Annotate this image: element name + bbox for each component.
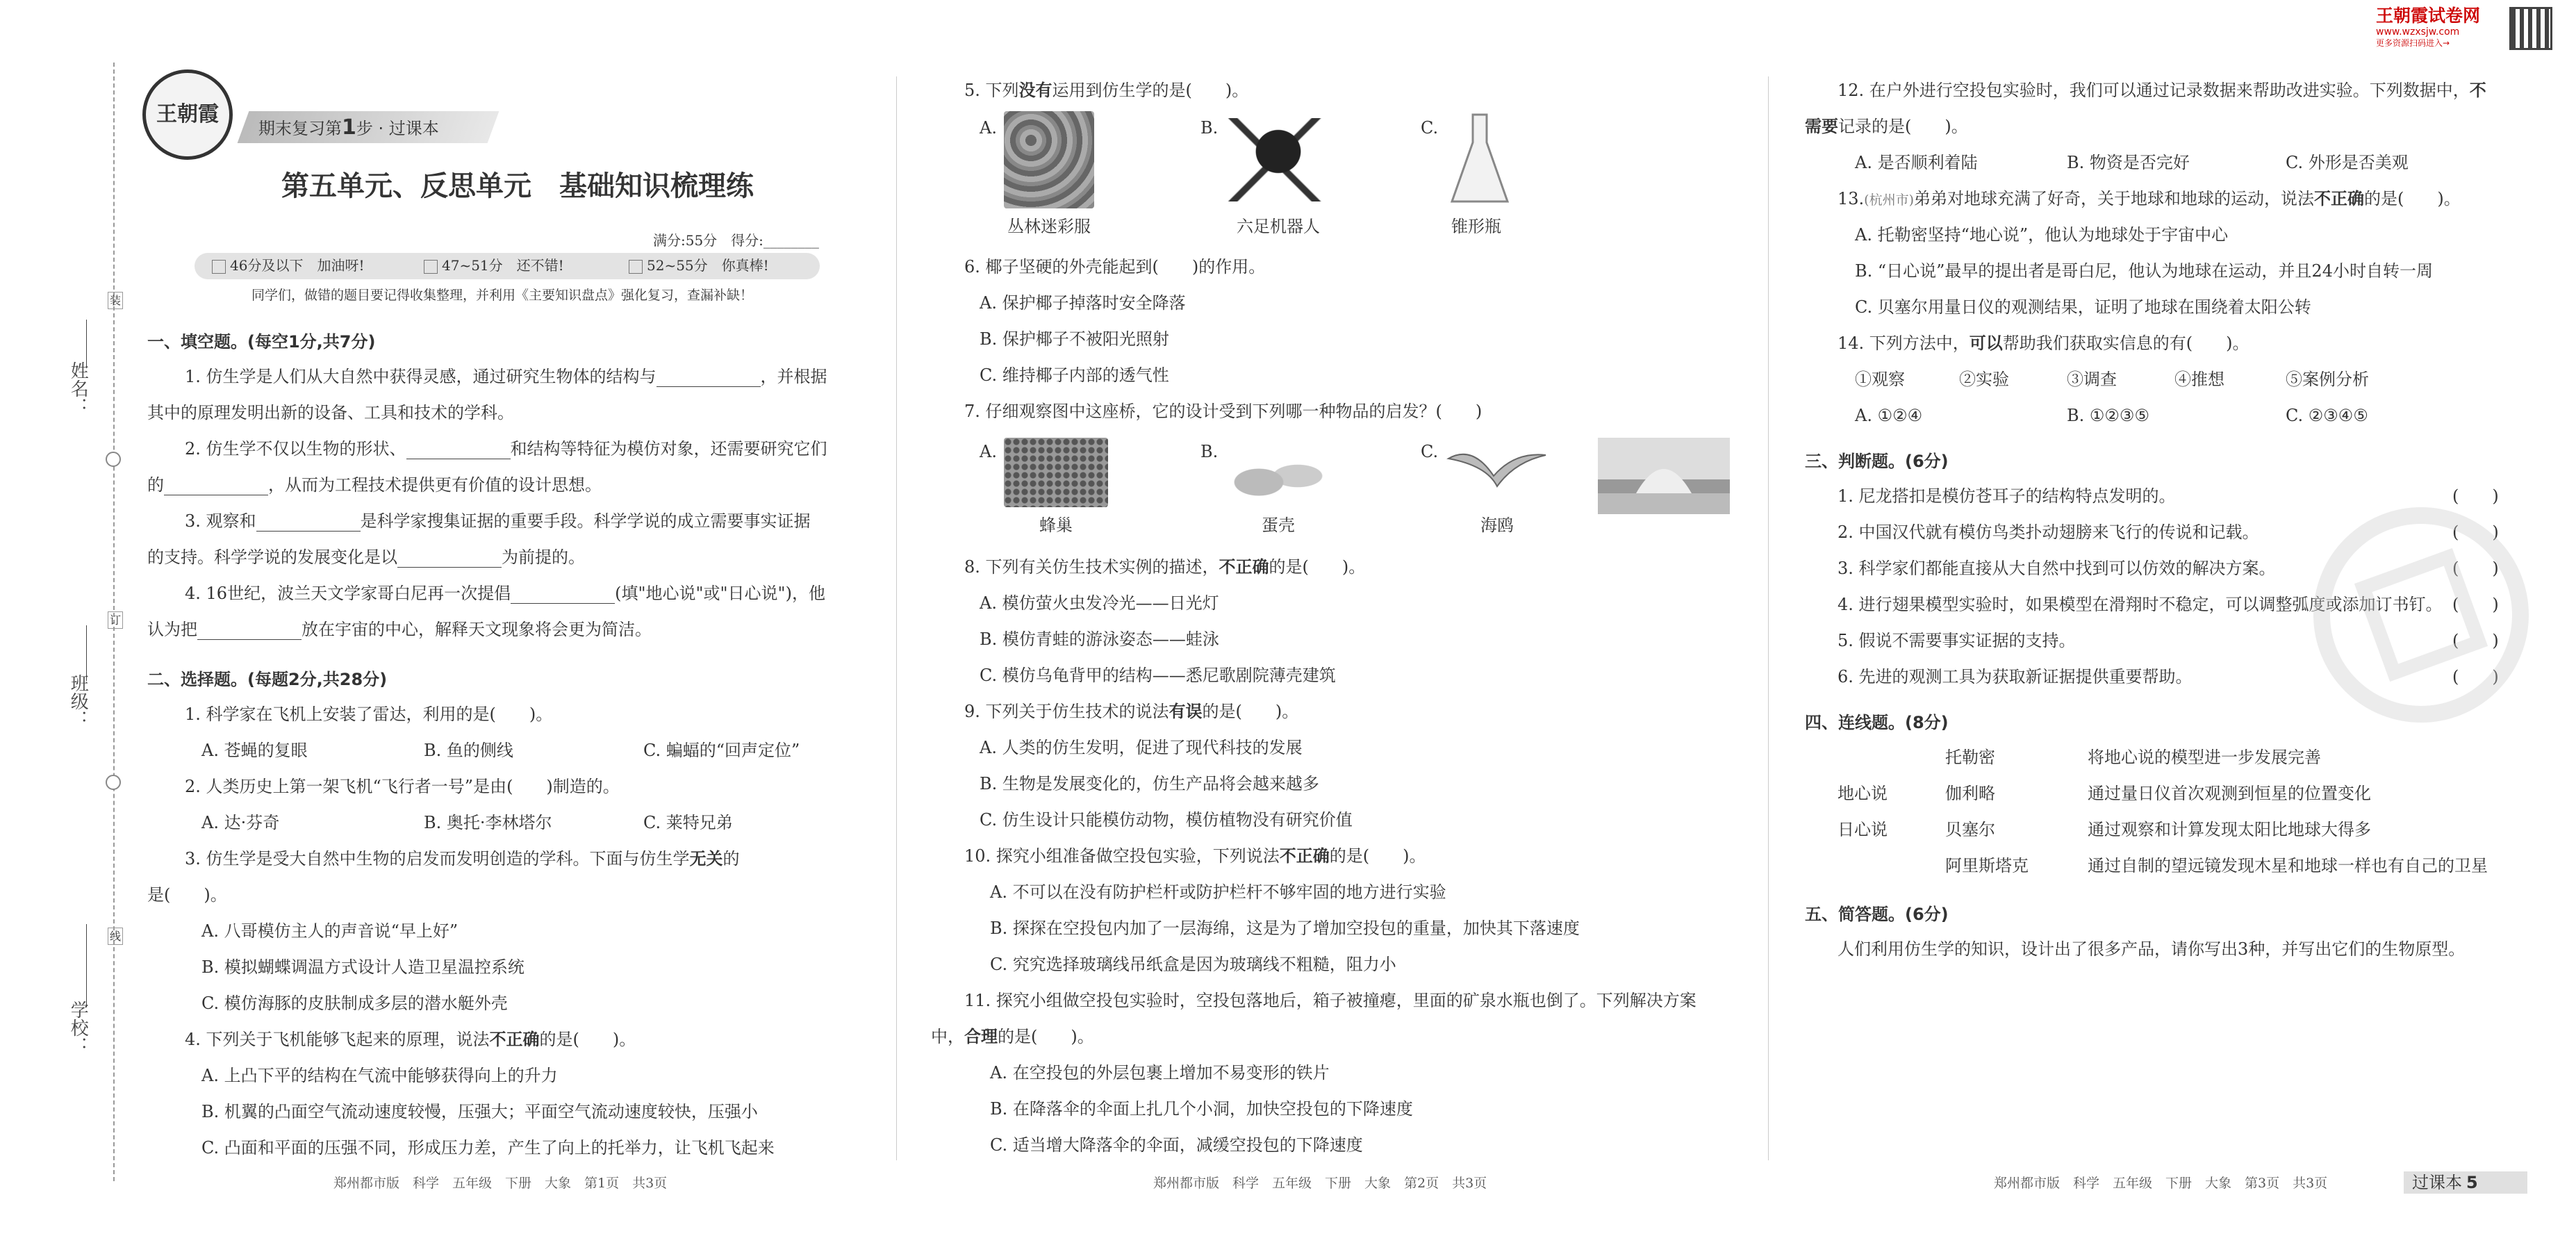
fill-q1-cont: 其中的原理发明出新的设备、工具和技术的学科。: [147, 403, 514, 422]
punch-hole: [106, 775, 121, 790]
connect-left-2: 日心说: [1838, 820, 1888, 839]
connect-mid-4: 阿里斯塔克: [1945, 856, 2029, 875]
choice-q4-option-a: A. 上凸下平的结构在气流中能够获得向上的升力: [201, 1066, 558, 1085]
connect-left-1: 地心说: [1838, 784, 1888, 803]
connect-mid-2: 伽利略: [1945, 784, 1995, 803]
judge-answer-paren[interactable]: ( ): [2452, 595, 2499, 614]
choice-q1-option-c: C. 蝙蝠的“回声定位”: [643, 741, 800, 760]
short-answer-question: 人们利用仿生学的知识，设计出了很多产品，请你写出3种，并写出它们的生物原型。: [1838, 939, 2466, 959]
page-number: 5: [2466, 1172, 2478, 1192]
score-tier-3: 52~55分 你真棒!: [629, 257, 769, 274]
q13-option-b: B. “日心说”最早的提出者是哥白尼，他认为地球在运动，并且24小时自转一周: [1855, 261, 2433, 281]
q13-option-c: C. 贝塞尔用量日仪的观测结果，证明了地球在围绕着太阳公转: [1855, 297, 2311, 317]
class-line: [86, 625, 87, 681]
choice-q7: 7. 仔细观察图中这座桥，它的设计受到下列哪一种物品的启发？( ): [964, 402, 1483, 421]
choice-q6: 6. 椰子坚硬的外壳能起到( )的作用。: [964, 257, 1266, 277]
judge-q2: 2. 中国汉代就有模仿鸟类扑动翅膀来飞行的传说和记载。: [1838, 522, 2259, 542]
q7-caption-c: 海鸥: [1480, 516, 1514, 535]
q7-option-b-label: B.: [1200, 442, 1219, 461]
q6-option-a: A. 保护椰子掉落时安全降落: [980, 293, 1186, 313]
seal-char-1: 装: [108, 292, 123, 309]
connect-right-1: 将地心说的模型进一步发展完善: [2088, 748, 2321, 767]
conical-flask-image: [1448, 111, 1511, 208]
q7-caption-a: 蜂巢: [1039, 516, 1073, 535]
choice-q4: 4. 下列关于飞机能够飞起来的原理，说法不正确的是( )。: [185, 1029, 636, 1049]
checkbox[interactable]: [629, 260, 643, 274]
qr-code-icon[interactable]: [2509, 7, 2552, 50]
q10-option-c: C. 究究选择玻璃线吊纸盒是因为玻璃线不粗糙，阻力小: [990, 955, 1396, 974]
short-answer-area[interactable]: [1805, 973, 2527, 1153]
footer-page-1: 郑州都市版 科学 五年级 下册 大象 第1页 共3页: [333, 1176, 668, 1191]
judge-q3: 3. 科学家们都能直接从大自然中找到可以仿效的解决方案。: [1838, 559, 2276, 578]
q5-caption-b: 六足机器人: [1237, 217, 1320, 236]
page-tag: [2404, 1171, 2527, 1194]
seal-char-3: 线: [108, 928, 123, 945]
choice-q2-option-a: A. 达·芬奇: [201, 813, 280, 832]
section-choice-heading: 二、选择题。(每题2分,共28分): [147, 670, 388, 689]
q5-option-a-label: A.: [980, 118, 997, 138]
logo-badge: [142, 69, 233, 160]
judge-answer-paren[interactable]: ( ): [2452, 559, 2499, 578]
judge-q6: 6. 先进的观测工具为获取新证据提供重要帮助。: [1838, 667, 2193, 686]
choice-q12-cont: 需要记录的是( )。: [1805, 116, 1968, 136]
fill-q3-cont: 的支持。科学学说的发展变化是以 为前提的。: [147, 548, 585, 567]
choice-q8: 8. 下列有关仿生技术实例的描述，不正确的是( )。: [964, 557, 1366, 577]
q10-option-b: B. 探探在空投包内加了一层海绵，这是为了增加空投包的重量，加快其下落速度: [990, 919, 1580, 938]
school-label: 学校：: [67, 1001, 89, 1055]
connect-mid-3: 贝塞尔: [1945, 820, 1995, 839]
q14-option-a: A. ①②④: [1855, 406, 1923, 425]
judge-answer-paren[interactable]: ( ): [2452, 522, 2499, 542]
section-fill-heading: 一、填空题。(每空1分,共7分): [147, 332, 376, 352]
q7-caption-b: 蛋壳: [1262, 516, 1295, 535]
q12-option-c: C. 外形是否美观: [2286, 153, 2409, 172]
score-tier-1: 46分及以下 加油呀!: [212, 257, 365, 274]
connect-right-3: 通过观察和计算发现太阳比地球大得多: [2088, 820, 2371, 839]
punch-hole: [106, 452, 121, 467]
judge-q5: 5. 假说不需要事实证据的支持。: [1838, 631, 2076, 650]
judge-answer-paren[interactable]: ( ): [2452, 486, 2499, 506]
section-short-heading: 五、简答题。(6分): [1805, 905, 1949, 924]
q12-option-a: A. 是否顺利着陆: [1855, 153, 1978, 172]
q9-option-c: C. 仿生设计只能模仿动物，模仿植物没有研究价值: [980, 810, 1353, 830]
judge-q4: 4. 进行翅果模型实验时，如果模型在滑翔时不稳定，可以调整弧度或添加订书钉。: [1838, 595, 2443, 614]
q8-option-c: C. 模仿乌龟背甲的结构——悉尼歌剧院薄壳建筑: [980, 666, 1336, 685]
choice-q2: 2. 人类历史上第一架飞机“飞行者一号”是由( )制造的。: [185, 777, 620, 796]
choice-q13: 13.(杭州市)弟弟对地球充满了好奇，关于地球和地球的运动，说法不正确的是( )。: [1838, 188, 2461, 208]
fill-q1: 1. 仿生学是人们从大自然中获得灵感，通过研究生物体的结构与 ，并根据: [185, 367, 827, 386]
q11-option-c: C. 适当增大降落伞的伞面，减缓空投包的下降速度: [990, 1135, 1363, 1155]
choice-q5: 5. 下列没有运用到仿生学的是( )。: [964, 80, 1249, 100]
fill-q2: 2. 仿生学不仅以生物的形状、 和结构等特征为模仿对象，还需要研究它们: [185, 439, 827, 459]
choice-q3-option-c: C. 模仿海豚的皮肤制成多层的潜水艇外壳: [201, 994, 508, 1013]
q5-option-b-label: B.: [1200, 118, 1219, 138]
q7-option-c-label: C.: [1421, 442, 1439, 461]
fill-q2-cont: 的 ，从而为工程技术提供更有价值的设计思想。: [147, 475, 602, 495]
name-line: [86, 320, 87, 368]
q13-option-a: A. 托勒密坚持“地心说”，他认为地球处于宇宙中心: [1855, 225, 2229, 245]
q14-item-1: ①观察: [1855, 370, 1905, 389]
choice-q3: 3. 仿生学是受大自然中生物的启发而发明创造的学科。下面与仿生学无关的: [185, 848, 740, 869]
choice-q4-option-b: B. 机翼的凸面空气流动速度较慢，压强大；平面空气流动速度较快，压强小: [201, 1102, 758, 1121]
q6-option-c: C. 维持椰子内部的透气性: [980, 365, 1169, 385]
watermark-seal: [2313, 507, 2529, 723]
judge-answer-paren[interactable]: ( ): [2452, 631, 2499, 650]
q14-item-2: ②实验: [1959, 370, 2009, 389]
footer-page-2: 郑州都市版 科学 五年级 下册 大象 第2页 共3页: [1153, 1176, 1487, 1191]
q14-option-b: B. ①②③⑤: [2067, 406, 2149, 425]
seagull-image: [1445, 438, 1549, 507]
q11-option-a: A. 在空投包的外层包裹上增加不易变形的铁片: [990, 1063, 1330, 1083]
checkbox[interactable]: [424, 260, 438, 274]
footer-page-3: 郑州都市版 科学 五年级 下册 大象 第3页 共3页: [1994, 1176, 2328, 1191]
choice-q10: 10. 探究小组准备做空投包实验，下列说法不正确的是( )。: [964, 846, 1426, 866]
choice-q3-option-a: A. 八哥模仿主人的声音说“早上好”: [201, 921, 459, 941]
q7-option-a-label: A.: [980, 442, 997, 461]
choice-q3-option-b: B. 模拟蝴蝶调温方式设计人造卫星温控系统: [201, 957, 525, 977]
choice-q12: 12. 在户外进行空投包实验时，我们可以通过记录数据来帮助改进实验。下列数据中，不: [1838, 80, 2486, 100]
q8-option-b: B. 模仿青蛙的游泳姿态——蛙泳: [980, 629, 1219, 649]
choice-q14: 14. 下列方法中，可以帮助我们获取实信息的有( )。: [1838, 333, 2249, 353]
q8-option-a: A. 模仿萤火虫发冷光——日光灯: [980, 593, 1219, 613]
q9-option-b: B. 生物是发展变化的，仿生产品将会越来越多: [980, 774, 1319, 793]
logo-text: 王朝霞: [156, 102, 219, 126]
connect-mid-1: 托勒密: [1945, 748, 1995, 767]
q14-item-3: ③调查: [2067, 370, 2117, 389]
score-tier-2: 47~51分 还不错!: [424, 257, 564, 274]
choice-q1: 1. 科学家在飞机上安装了雷达，利用的是( )。: [185, 705, 553, 724]
hexapod-robot-image: [1226, 118, 1330, 201]
choice-q11-cont: 中，合理的是( )。: [931, 1026, 1094, 1046]
checkbox[interactable]: [212, 260, 226, 274]
column-divider: [896, 76, 897, 1160]
choice-q2-option-b: B. 奥托·李林塔尔: [424, 813, 552, 832]
camouflage-clothes-image: [1004, 111, 1094, 208]
judge-q1: 1. 尼龙搭扣是模仿苍耳子的结构特点发明的。: [1838, 486, 2176, 506]
q5-caption-a: 丛林迷彩服: [1007, 217, 1091, 236]
step-banner-text: 期末复习第1步 · 过课本: [258, 115, 439, 140]
connect-right-2: 通过量日仪首次观测到恒星的位置变化: [2088, 784, 2371, 803]
section-judge-heading: 三、判断题。(6分): [1805, 452, 1949, 471]
choice-q1-option-a: A. 苍蝇的复眼: [201, 741, 308, 760]
brand-url: www.wzxsjw.com: [2376, 26, 2460, 38]
q14-option-c: C. ②③④⑤: [2286, 406, 2368, 425]
name-label: 姓名：: [67, 361, 89, 415]
q6-option-b: B. 保护椰子不被阳光照射: [980, 329, 1169, 349]
q14-item-4: ④推想: [2174, 370, 2224, 389]
choice-q4-option-c: C. 凸面和平面的压强不同，形成压力差，产生了向上的托举力，让飞机飞起来: [201, 1138, 775, 1158]
arch-bridge-image: [1598, 438, 1730, 514]
judge-answer-paren[interactable]: ( ): [2452, 667, 2499, 686]
brand-tagline: 更多资源扫码进入→: [2376, 38, 2450, 48]
section-connect-heading: 四、连线题。(8分): [1805, 713, 1949, 732]
fill-q4: 4. 16世纪，波兰天文学家哥白尼再一次提倡 (填"地心说"或"日心说")，他: [185, 584, 825, 603]
fill-q3: 3. 观察和 是科学家搜集证据的重要手段。科学学说的成立需要事实证据: [185, 511, 811, 531]
fill-q4-cont: 认为把 放在宇宙的中心，解释天文现象将会更为简洁。: [147, 620, 652, 639]
q12-option-b: B. 物资是否完好: [2067, 153, 2190, 172]
honeycomb-image: [1004, 438, 1108, 507]
choice-q1-option-b: B. 鱼的侧线: [424, 741, 513, 760]
seal-char-2: 订: [108, 611, 123, 629]
q5-caption-c: 锥形瓶: [1451, 217, 1501, 236]
connect-right-4: 通过自制的望远镜发现木星和地球一样也有自己的卫星: [2088, 856, 2488, 875]
score-line: 满分:55分 得分:________: [653, 232, 819, 249]
q9-option-a: A. 人类的仿生发明，促进了现代科技的发展: [980, 738, 1303, 757]
instruction-text: 同学们，做错的题目要记得收集整理，并利用《主要知识盘点》强化复习，查漏补缺！: [251, 288, 754, 303]
choice-q2-option-c: C. 莱特兄弟: [643, 813, 733, 832]
eggshell-image: [1230, 445, 1327, 507]
brand-block: [2376, 6, 2508, 47]
column-divider: [1768, 76, 1769, 1160]
q14-item-5: ⑤案例分析: [2286, 370, 2369, 389]
page-title: 第五单元、反思单元 基础知识梳理练: [281, 170, 754, 202]
page-tag-text: 过课本: [2412, 1172, 2462, 1192]
choice-q11: 11. 探究小组做空投包实验时，空投包落地后，箱子被撞瘪，里面的矿泉水瓶也倒了。下列解决方案: [964, 991, 1696, 1010]
class-label: 班级：: [67, 674, 89, 728]
brand-name: 王朝霞试卷网: [2376, 6, 2481, 26]
school-line: [86, 924, 87, 1007]
choice-q9: 9. 下列关于仿生技术的说法有误的是( )。: [964, 701, 1299, 721]
q5-option-c-label: C.: [1421, 118, 1439, 138]
q11-option-b: B. 在降落伞的伞面上扎几个小洞，加快空投包的下降速度: [990, 1099, 1413, 1119]
q10-option-a: A. 不可以在没有防护栏杆或防护栏杆不够牢固的地方进行实验: [990, 882, 1446, 902]
choice-q3-cont: 是( )。: [147, 885, 227, 905]
